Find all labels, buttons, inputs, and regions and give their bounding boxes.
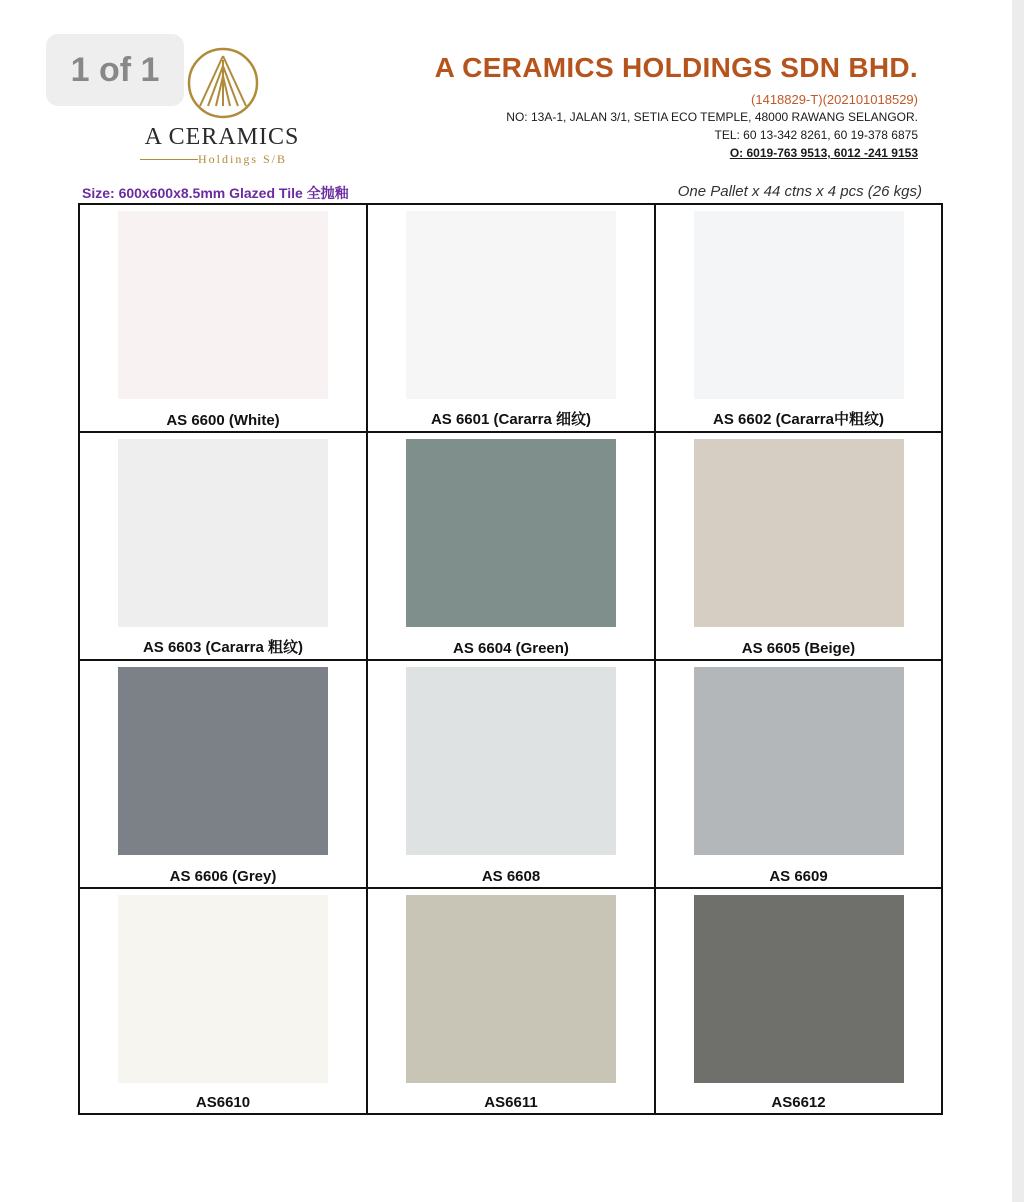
tile-cell <box>656 661 941 889</box>
size-spec: Size: 600x600x8.5mm Glazed Tile 全抛釉 <box>82 185 349 201</box>
tile-label: AS6610 <box>195 1094 251 1111</box>
tile-swatch <box>694 211 904 399</box>
tile-cell <box>80 205 368 433</box>
company-name: A CERAMICS HOLDINGS SDN BHD. <box>434 52 918 83</box>
logo-subtitle: Holdings S/B <box>198 152 288 166</box>
company-other-phone: O: 6019-763 9513, 6012 -241 9153 <box>729 146 918 160</box>
tile-grid <box>78 203 943 1115</box>
logo-subtitle-row <box>138 152 310 168</box>
logo-name: A CERAMICS <box>144 124 300 150</box>
tile-cell <box>80 889 368 1113</box>
tile-label: AS6611 <box>484 1094 538 1111</box>
tile-cell <box>80 433 368 661</box>
tile-label: AS 6605 (Beige) <box>741 640 856 657</box>
company-telephone: TEL: 60 13-342 8261, 60 19-378 6875 <box>714 128 918 142</box>
tile-label: AS 6609 <box>769 868 828 885</box>
tile-cell <box>80 661 368 889</box>
tile-label: AS6612 <box>771 1094 826 1111</box>
tile-cell <box>368 205 656 433</box>
tile-swatch <box>406 667 616 855</box>
tile-swatch <box>118 211 328 399</box>
company-address: NO: 13A-1, JALAN 3/1, SETIA ECO TEMPLE, 48000 RAWANG SELANGOR. <box>506 110 918 124</box>
tile-label: AS 6608 <box>481 868 541 885</box>
tile-cell <box>368 433 656 661</box>
tile-label: AS 6602 (Cararra中粗纹) <box>713 411 884 428</box>
tile-label: AS 6606 (Grey) <box>169 868 277 885</box>
tile-cell <box>656 433 941 661</box>
tile-swatch <box>694 439 904 627</box>
company-logo-icon <box>186 46 260 120</box>
tile-swatch <box>406 439 616 627</box>
tile-label: AS 6604 (Green) <box>453 640 569 657</box>
tile-cell <box>656 889 941 1113</box>
tile-swatch <box>406 895 616 1083</box>
tile-swatch <box>694 895 904 1083</box>
tile-swatch <box>118 895 328 1083</box>
tile-label: AS 6600 (White) <box>166 412 280 429</box>
pallet-spec: One Pallet x 44 ctns x 4 pcs (26 kgs) <box>677 183 922 200</box>
tile-label: AS 6603 (Cararra 粗纹) <box>142 639 304 656</box>
page-indicator: 1 of 1 <box>46 34 184 106</box>
tile-cell <box>368 889 656 1113</box>
logo-divider <box>140 159 198 160</box>
viewer-gutter <box>1012 0 1024 1202</box>
tile-cell <box>368 661 656 889</box>
tile-cell <box>656 205 941 433</box>
tile-swatch <box>118 667 328 855</box>
tile-label: AS 6601 (Cararra 细纹) <box>430 411 592 428</box>
tile-swatch <box>694 667 904 855</box>
tile-swatch <box>118 439 328 627</box>
tile-swatch <box>406 211 616 399</box>
registration-number: (1418829-T)(202101018529) <box>751 92 918 107</box>
